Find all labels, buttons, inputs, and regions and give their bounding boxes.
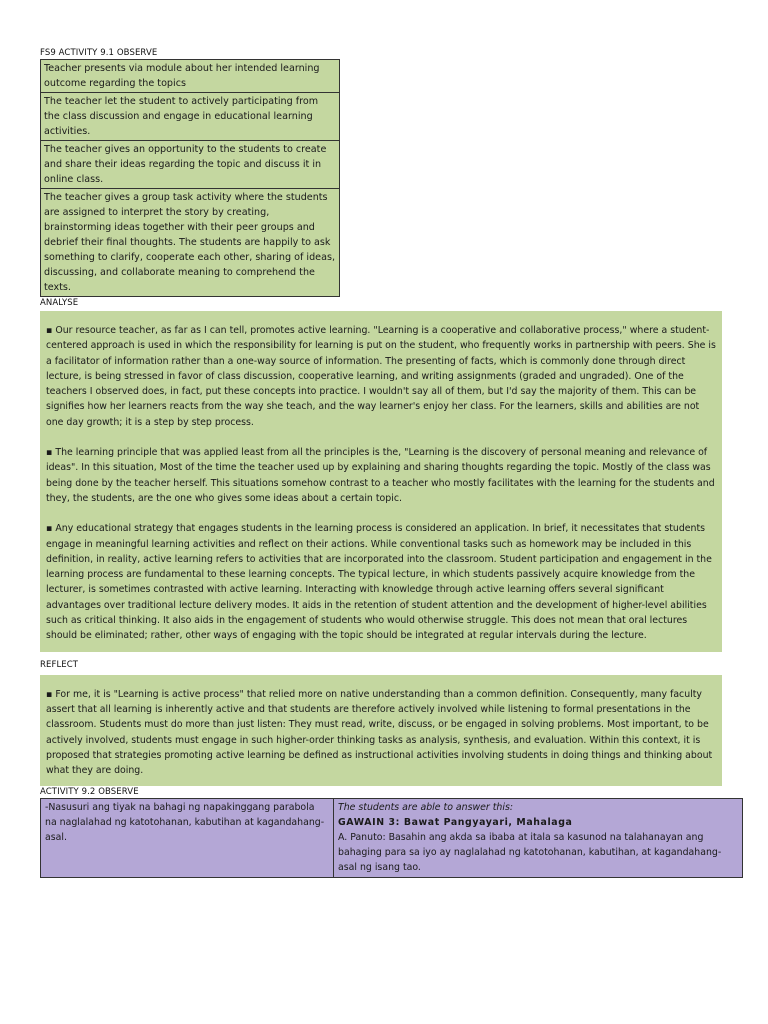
activity-9-2-table	[40, 798, 743, 878]
table-row	[41, 93, 340, 141]
activity-9-1-heading: FS9 ACTIVITY 9.1 OBSERVE	[40, 48, 158, 58]
analyse-paragraph-1: ▪ Our resource teacher, as far as I can tell, promotes active learning. "Learning is a cooperative and collaborative process," where a student-centered approach is used in which the responsibility for learning is put on the student, who frequently works in partnership with peers. She is a facilitator of information rather than a one-way source of information. The presenting of facts, which is commonly done through direct lecture, is being stressed in favor of class discussion, cooperative learning, and writing assignments (graded and ungraded). One of the teachers I observed does, in fact, put these concepts into practice. I wouldn't say all of them, but I'd say the majority of them. This can be signifies how her learners reacts from the way she teach, and the way learner's enjoy her class. For the learners, skills and abilities are not one day growth; it is a step by step process.	[46, 325, 716, 428]
analyse-paragraph-3: ▪ Any educational strategy that engages students in the learning process is considered an application. In brief, it necessitates that students engage in meaningful learning activities and reflect on their actions. While conventional tasks such as homework may be included in this definition, in reality, active learning refers to activities that are incorporated into the classroom. Student participation and engagement in the learning process are fundamental to these learning concepts. The typical lecture, in which students passively acquire knowledge from the lecturer, is sometimes contrasted with active learning. Interacting with knowledge through active learning offers several significant advantages over traditional lecture delivery modes. It aids in the retention of student attention and the development of higher-level abilities such as critical thinking. It also aids in the engagement of students who would otherwise struggle. This does not mean that oral lectures should be eliminated; rather, other ways of engaging with the topic should be integrated at regular intervals during the lecture.	[46, 523, 712, 642]
bullet-icon: ▪	[46, 325, 53, 336]
table-row	[41, 189, 340, 297]
activity-9-2-heading: ACTIVITY 9.2 OBSERVE	[40, 787, 139, 798]
reflect-box	[40, 675, 722, 787]
competency-cell: -Nasusuri ang tiyak na bahagi ng napakinggang parabola na naglalahad ng katotohanan, kabutihan at kagandahang-asal.	[41, 799, 334, 878]
task-title: GAWAIN 3: Bawat Pangyayari, Mahalaga	[338, 817, 573, 829]
bullet-icon: ▪	[46, 523, 53, 535]
observe-cell-1: Teacher presents via module about her intended learning outcome regarding the topics	[41, 60, 340, 93]
reflect-heading: REFLECT	[40, 659, 79, 670]
table-row	[41, 60, 340, 93]
task-intro: The students are able to answer this:	[338, 802, 514, 814]
bullet-icon: ▪	[46, 688, 53, 700]
analyse-heading: ANALYSE	[40, 298, 79, 308]
table-row	[41, 799, 743, 878]
observe-cell-3: The teacher gives an opportunity to the students to create and share their ideas regarding the topic and discuss it in online class.	[41, 141, 340, 189]
task-instructions: A. Panuto: Basahin ang akda sa ibaba at itala sa kasunod na talahanayan ang bahaging para sa iyo ay naglalahad ng katotohanan, kabutihan, at kagandahang-asal ng isang tao.	[338, 832, 722, 873]
task-cell	[334, 799, 743, 878]
observe-cell-2: The teacher let the student to actively participating from the class discussion and engage in educational learning activities.	[41, 93, 340, 141]
analyse-box	[40, 311, 722, 652]
reflect-paragraph: ▪ For me, it is "Learning is active process" that relied more on native understanding than a common definition. Consequently, many faculty assert that all learning is inherently active and that students are therefore actively involved while listening to formal presentations in the classroom. Students must do more than just listen: They must read, write, discuss, or be engaged in solving problems. Most important, to be actively involved, students must engage in such higher-order thinking tasks as analysis, synthesis, and evaluation. Within this context, it is proposed that strategies promoting active learning be defined as instructional activities involving students in doing things and thinking about what they are doing.	[46, 688, 713, 777]
observe-cell-4: The teacher gives a group task activity where the students are assigned to interpret the story by creating, brainstorming ideas together with their peer groups and debrief their final thoughts. The students are happily to ask something to clarify, cooperate each other, sharing of ideas, discussing, and collaborate meaning to comprehend the texts.	[41, 189, 340, 297]
bullet-icon: ▪	[46, 447, 53, 459]
analyse-paragraph-2: ▪ The learning principle that was applied least from all the principles is the, "Learning is the discovery of personal meaning and relevance of ideas". In this situation, Most of the time the teacher used up by explaining and sharing thoughts regarding the topic. Mostly of the class was being done by the teacher herself. This situations somehow contrast to a teacher who mostly facilitates with the learning for the students and they, the students, are the one who gives some ideas about a certain topic.	[46, 447, 715, 504]
document-page	[40, 0, 750, 878]
table-row	[41, 141, 340, 189]
observe-table	[40, 59, 340, 297]
